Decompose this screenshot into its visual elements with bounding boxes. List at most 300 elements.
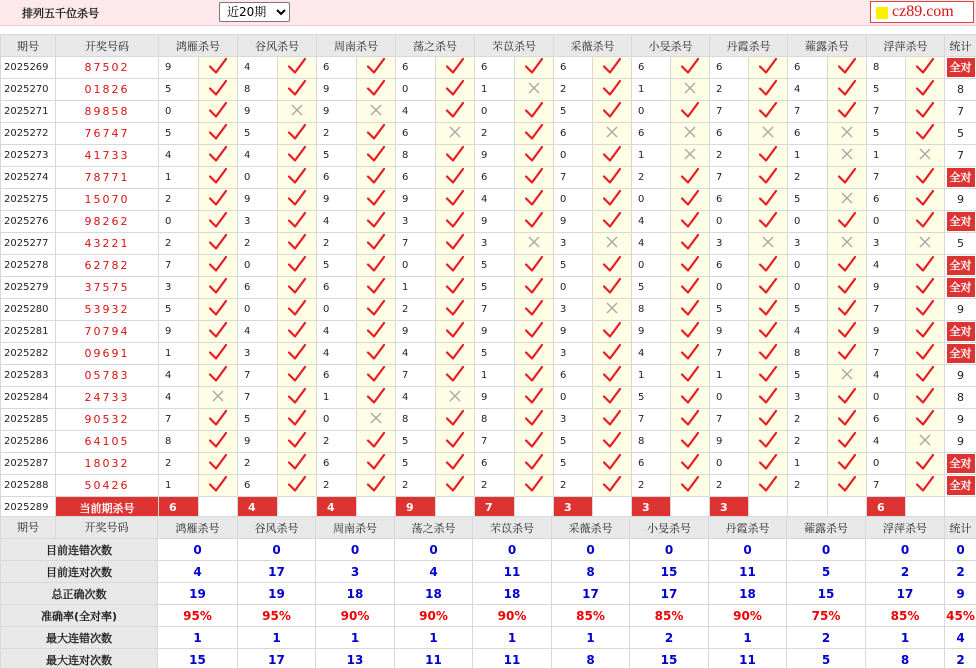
summary-value: 17 xyxy=(552,583,630,605)
column-header xyxy=(1,517,158,539)
result-mark-cell xyxy=(828,277,867,299)
check-icon xyxy=(366,233,386,254)
draw-number-cell: 18032 xyxy=(56,453,159,475)
kill-number-cell: 0 xyxy=(554,387,593,409)
result-mark-cell xyxy=(828,189,867,211)
column-header: 丹霞杀号 xyxy=(709,517,787,539)
result-mark-cell xyxy=(278,233,317,255)
kill-number-cell: 0 xyxy=(475,101,515,123)
period-range-select[interactable] xyxy=(219,2,290,22)
result-mark-cell xyxy=(593,255,632,277)
column-header: 浮萍杀号 xyxy=(867,35,945,57)
period-cell: 2025276 xyxy=(1,211,56,233)
check-icon xyxy=(524,343,544,364)
check-icon xyxy=(287,321,307,342)
result-mark-cell xyxy=(357,409,396,431)
kill-number-cell: 4 xyxy=(396,343,436,365)
check-icon xyxy=(758,167,778,188)
kill-number-cell: 9 xyxy=(867,277,906,299)
result-mark-cell xyxy=(749,211,788,233)
result-mark-cell xyxy=(906,101,945,123)
result-mark-cell xyxy=(515,343,554,365)
column-header: 谷风杀号 xyxy=(238,35,317,57)
result-mark-cell xyxy=(906,453,945,475)
period-cell: 2025272 xyxy=(1,123,56,145)
kill-number-cell: 5 xyxy=(159,79,199,101)
result-mark-cell xyxy=(199,387,238,409)
table-row xyxy=(1,387,976,409)
current-kill-value: 6 xyxy=(867,497,906,519)
kill-number-cell: 4 xyxy=(788,321,828,343)
summary-value: 0 xyxy=(630,539,709,561)
check-icon xyxy=(287,79,307,100)
check-icon xyxy=(915,167,935,188)
cross-icon xyxy=(289,102,305,121)
result-mark-cell xyxy=(906,255,945,277)
table-row xyxy=(1,189,976,211)
kill-number-cell: 9 xyxy=(475,387,515,409)
kill-number-cell: 0 xyxy=(238,167,278,189)
period-cell: 2025281 xyxy=(1,321,56,343)
summary-value: 1 xyxy=(866,627,945,649)
summary-row xyxy=(1,627,976,649)
kill-number-cell: 5 xyxy=(867,123,906,145)
result-mark-cell xyxy=(278,79,317,101)
result-mark-cell xyxy=(828,321,867,343)
kill-number-cell: 4 xyxy=(317,343,357,365)
summary-value: 1 xyxy=(316,627,395,649)
check-icon xyxy=(445,431,465,452)
result-mark-cell xyxy=(199,233,238,255)
check-icon xyxy=(602,409,622,430)
summary-value: 4 xyxy=(945,627,976,649)
kill-number-cell: 7 xyxy=(710,101,749,123)
draw-number-cell: 05783 xyxy=(56,365,159,387)
result-mark-cell xyxy=(436,475,475,497)
result-mark-cell xyxy=(436,431,475,453)
check-icon xyxy=(915,189,935,210)
table-row xyxy=(1,453,976,475)
check-icon xyxy=(208,123,228,144)
summary-value: 0 xyxy=(787,539,866,561)
kill-number-cell: 7 xyxy=(632,409,671,431)
kill-number-cell: 9 xyxy=(710,321,749,343)
result-mark-cell xyxy=(593,387,632,409)
kill-number-cell: 6 xyxy=(238,277,278,299)
all-correct-badge: 全对 xyxy=(947,344,975,363)
summary-value: 18 xyxy=(709,583,787,605)
kill-number-cell: 1 xyxy=(475,79,515,101)
cross-icon xyxy=(368,102,384,121)
result-mark-cell xyxy=(671,365,710,387)
check-icon xyxy=(287,167,307,188)
summary-row xyxy=(1,649,976,668)
stat-cell: 5 xyxy=(945,233,976,255)
current-kill-label: 当前期杀号 xyxy=(56,497,159,519)
check-icon xyxy=(445,211,465,232)
kill-number-cell: 7 xyxy=(159,255,199,277)
draw-number-cell: 50426 xyxy=(56,475,159,497)
kill-number-cell: 7 xyxy=(554,167,593,189)
kill-number-cell: 4 xyxy=(238,321,278,343)
check-icon xyxy=(680,409,700,430)
kill-number-cell: 0 xyxy=(710,387,749,409)
period-cell: 2025273 xyxy=(1,145,56,167)
check-icon xyxy=(915,299,935,320)
kill-number-cell: 9 xyxy=(396,321,436,343)
kill-number-cell: 4 xyxy=(317,211,357,233)
kill-number-cell: 0 xyxy=(788,211,828,233)
draw-number-cell: 87502 xyxy=(56,57,159,79)
check-icon xyxy=(445,475,465,496)
period-cell: 2025277 xyxy=(1,233,56,255)
summary-value: 2 xyxy=(945,561,976,583)
summary-value: 4 xyxy=(158,561,238,583)
kill-number-cell: 2 xyxy=(396,299,436,321)
kill-number-cell: 3 xyxy=(788,233,828,255)
kill-number-cell: 9 xyxy=(396,189,436,211)
cross-icon xyxy=(917,146,933,165)
result-mark-cell xyxy=(828,79,867,101)
check-icon xyxy=(680,453,700,474)
all-correct-badge: 全对 xyxy=(947,58,975,77)
result-mark-cell xyxy=(828,255,867,277)
kill-number-cell: 8 xyxy=(159,431,199,453)
result-mark-cell xyxy=(593,409,632,431)
check-icon xyxy=(287,365,307,386)
summary-value: 18 xyxy=(473,583,552,605)
kill-number-cell: 5 xyxy=(238,123,278,145)
summary-value: 11 xyxy=(709,649,787,668)
result-mark-cell xyxy=(515,299,554,321)
check-icon xyxy=(366,189,386,210)
table-row xyxy=(1,431,976,453)
result-mark-cell xyxy=(278,255,317,277)
check-icon xyxy=(602,343,622,364)
result-mark-cell xyxy=(199,431,238,453)
summary-value: 15 xyxy=(787,583,866,605)
kill-number-cell: 3 xyxy=(554,233,593,255)
result-mark-cell xyxy=(749,123,788,145)
cross-icon xyxy=(682,80,698,99)
summary-value: 90% xyxy=(473,605,552,627)
check-icon xyxy=(602,101,622,122)
result-mark-cell xyxy=(749,431,788,453)
result-mark-cell xyxy=(278,431,317,453)
column-header: 荡之杀号 xyxy=(396,35,475,57)
table-row xyxy=(1,343,976,365)
kill-number-cell: 6 xyxy=(710,57,749,79)
result-mark-cell xyxy=(593,343,632,365)
all-correct-badge: 全对 xyxy=(947,168,975,187)
check-icon xyxy=(915,211,935,232)
kill-number-cell: 6 xyxy=(317,365,357,387)
cross-icon xyxy=(839,234,855,253)
result-mark-cell xyxy=(749,343,788,365)
check-icon xyxy=(524,453,544,474)
result-mark-cell xyxy=(357,475,396,497)
column-header: 开奖号码 xyxy=(84,521,129,534)
summary-value: 5 xyxy=(787,561,866,583)
result-mark-cell xyxy=(906,299,945,321)
check-icon xyxy=(524,475,544,496)
result-mark-cell xyxy=(357,255,396,277)
kill-number-cell: 9 xyxy=(317,79,357,101)
site-logo[interactable] xyxy=(870,1,974,23)
check-icon xyxy=(602,365,622,386)
kill-number-cell: 2 xyxy=(710,475,749,497)
result-mark-cell xyxy=(828,299,867,321)
draw-number-cell: 15070 xyxy=(56,189,159,211)
result-mark-cell xyxy=(515,321,554,343)
kill-number-cell: 1 xyxy=(159,167,199,189)
check-icon xyxy=(680,475,700,496)
all-correct-badge: 全对 xyxy=(947,278,975,297)
kill-number-cell: 1 xyxy=(788,453,828,475)
result-mark-cell xyxy=(199,189,238,211)
summary-label: 目前连对次数 xyxy=(1,561,158,583)
check-icon xyxy=(680,189,700,210)
kill-number-cell: 3 xyxy=(788,387,828,409)
result-mark-cell xyxy=(906,145,945,167)
check-icon xyxy=(837,79,857,100)
kill-number-cell: 9 xyxy=(475,321,515,343)
kill-number-cell: 7 xyxy=(867,101,906,123)
summary-value: 1 xyxy=(395,627,473,649)
cross-icon xyxy=(682,124,698,143)
check-icon xyxy=(208,321,228,342)
result-mark-cell xyxy=(906,79,945,101)
period-cell: 2025274 xyxy=(1,167,56,189)
kill-number-cell: 6 xyxy=(632,453,671,475)
check-icon xyxy=(602,277,622,298)
kill-number-cell: 6 xyxy=(475,57,515,79)
summary-value: 0 xyxy=(473,539,552,561)
stat-cell xyxy=(945,475,976,497)
kill-number-cell: 5 xyxy=(554,431,593,453)
result-mark-cell xyxy=(357,365,396,387)
kill-number-cell: 8 xyxy=(788,343,828,365)
draw-number-cell: 43221 xyxy=(56,233,159,255)
check-icon xyxy=(915,123,935,144)
kill-number-cell: 7 xyxy=(238,365,278,387)
check-icon xyxy=(366,387,386,408)
check-icon xyxy=(602,475,622,496)
kill-number-cell: 2 xyxy=(554,475,593,497)
result-mark-cell xyxy=(593,57,632,79)
result-mark-cell xyxy=(436,387,475,409)
result-mark-cell xyxy=(749,145,788,167)
stat-cell: 9 xyxy=(945,409,976,431)
result-mark-cell xyxy=(593,233,632,255)
kill-number-cell: 5 xyxy=(632,387,671,409)
result-mark-cell xyxy=(515,255,554,277)
kill-number-cell: 9 xyxy=(554,211,593,233)
summary-value: 18 xyxy=(316,583,395,605)
result-mark-cell xyxy=(199,211,238,233)
result-mark-cell xyxy=(357,431,396,453)
summary-value: 8 xyxy=(552,561,630,583)
kill-number-cell: 0 xyxy=(159,211,199,233)
result-mark-cell xyxy=(671,233,710,255)
check-icon xyxy=(524,57,544,78)
kill-number-cell: 4 xyxy=(788,79,828,101)
check-icon xyxy=(915,321,935,342)
result-mark-cell xyxy=(593,299,632,321)
kill-number-cell: 6 xyxy=(317,453,357,475)
result-mark-cell xyxy=(749,167,788,189)
check-icon xyxy=(837,475,857,496)
result-mark-cell xyxy=(749,277,788,299)
summary-value: 1 xyxy=(158,627,238,649)
summary-value: 8 xyxy=(552,649,630,668)
result-mark-cell xyxy=(906,475,945,497)
column-header: 统计 xyxy=(945,35,976,57)
result-mark-cell xyxy=(671,343,710,365)
summary-value: 15 xyxy=(630,649,709,668)
summary-value: 15 xyxy=(630,561,709,583)
check-icon xyxy=(680,387,700,408)
result-mark-cell xyxy=(515,233,554,255)
check-icon xyxy=(758,101,778,122)
kill-number-cell: 0 xyxy=(632,255,671,277)
check-icon xyxy=(758,475,778,496)
kill-number-cell: 5 xyxy=(632,277,671,299)
summary-value: 0 xyxy=(316,539,395,561)
kill-number-cell: 7 xyxy=(867,343,906,365)
summary-value: 13 xyxy=(316,649,395,668)
result-mark-cell xyxy=(436,211,475,233)
kill-number-cell: 9 xyxy=(238,101,278,123)
kill-number-cell: 4 xyxy=(238,57,278,79)
kill-number-cell: 3 xyxy=(396,211,436,233)
kill-number-cell: 1 xyxy=(867,145,906,167)
check-icon xyxy=(208,365,228,386)
draw-number-cell: 90532 xyxy=(56,409,159,431)
stat-cell xyxy=(945,255,976,277)
kill-number-table xyxy=(0,34,976,519)
result-mark-cell xyxy=(436,409,475,431)
all-correct-badge: 全对 xyxy=(947,454,975,473)
check-icon xyxy=(758,189,778,210)
summary-value: 5 xyxy=(787,649,866,668)
kill-number-cell: 2 xyxy=(632,475,671,497)
check-icon xyxy=(445,365,465,386)
kill-number-cell: 7 xyxy=(710,167,749,189)
result-mark-cell xyxy=(515,167,554,189)
kill-number-cell: 5 xyxy=(159,299,199,321)
result-mark-cell xyxy=(593,189,632,211)
check-icon xyxy=(208,431,228,452)
kill-number-cell: 0 xyxy=(554,189,593,211)
summary-value: 0 xyxy=(552,539,630,561)
summary-value: 85% xyxy=(630,605,709,627)
kill-number-cell: 2 xyxy=(475,475,515,497)
check-icon xyxy=(524,211,544,232)
check-icon xyxy=(837,431,857,452)
table-row xyxy=(1,277,976,299)
kill-number-cell: 1 xyxy=(632,79,671,101)
all-correct-badge: 全对 xyxy=(947,322,975,341)
table-row xyxy=(1,475,976,497)
table-row xyxy=(1,123,976,145)
column-header: 小旻杀号 xyxy=(630,517,709,539)
result-mark-cell xyxy=(357,453,396,475)
draw-number-cell: 41733 xyxy=(56,145,159,167)
stat-cell xyxy=(945,321,976,343)
kill-number-cell: 0 xyxy=(867,211,906,233)
draw-number-cell: 64105 xyxy=(56,431,159,453)
kill-number-cell: 9 xyxy=(867,321,906,343)
table-row xyxy=(1,299,976,321)
check-icon xyxy=(758,431,778,452)
check-icon xyxy=(524,387,544,408)
check-icon xyxy=(758,57,778,78)
draw-number-cell: 24733 xyxy=(56,387,159,409)
check-icon xyxy=(837,211,857,232)
kill-number-cell: 5 xyxy=(788,299,828,321)
kill-number-cell: 2 xyxy=(788,475,828,497)
header-row xyxy=(1,35,976,57)
table-row xyxy=(1,211,976,233)
column-header: 荡之杀号 xyxy=(395,517,473,539)
kill-number-cell: 0 xyxy=(710,453,749,475)
kill-number-cell: 1 xyxy=(788,145,828,167)
kill-number-cell: 7 xyxy=(867,299,906,321)
result-mark-cell xyxy=(357,277,396,299)
summary-value: 1 xyxy=(238,627,316,649)
result-mark-cell xyxy=(671,277,710,299)
result-mark-cell xyxy=(278,299,317,321)
check-icon xyxy=(915,101,935,122)
summary-value: 0 xyxy=(945,539,976,561)
kill-number-cell: 2 xyxy=(788,167,828,189)
summary-value: 3 xyxy=(316,561,395,583)
summary-value: 0 xyxy=(238,539,316,561)
check-icon xyxy=(680,321,700,342)
result-mark-cell xyxy=(515,101,554,123)
kill-number-cell: 0 xyxy=(710,277,749,299)
summary-value: 15 xyxy=(158,649,238,668)
kill-number-cell: 9 xyxy=(238,431,278,453)
check-icon xyxy=(524,277,544,298)
kill-number-cell: 7 xyxy=(475,431,515,453)
kill-number-cell: 4 xyxy=(396,387,436,409)
kill-number-cell: 2 xyxy=(238,233,278,255)
check-icon xyxy=(758,365,778,386)
result-mark-cell xyxy=(436,57,475,79)
table-row xyxy=(1,365,976,387)
check-icon xyxy=(758,387,778,408)
cross-icon xyxy=(604,300,620,319)
kill-number-cell: 3 xyxy=(475,233,515,255)
kill-number-cell: 7 xyxy=(867,167,906,189)
check-icon xyxy=(445,145,465,166)
kill-number-cell: 9 xyxy=(238,189,278,211)
kill-number-cell: 6 xyxy=(317,57,357,79)
summary-value: 17 xyxy=(238,561,316,583)
kill-number-cell: 7 xyxy=(710,409,749,431)
result-mark-cell xyxy=(199,255,238,277)
result-mark-cell xyxy=(749,189,788,211)
check-icon xyxy=(208,299,228,320)
kill-number-cell: 6 xyxy=(710,189,749,211)
result-mark-cell xyxy=(749,365,788,387)
result-mark-cell xyxy=(828,167,867,189)
check-icon xyxy=(366,365,386,386)
check-icon xyxy=(287,233,307,254)
kill-number-cell: 0 xyxy=(238,299,278,321)
